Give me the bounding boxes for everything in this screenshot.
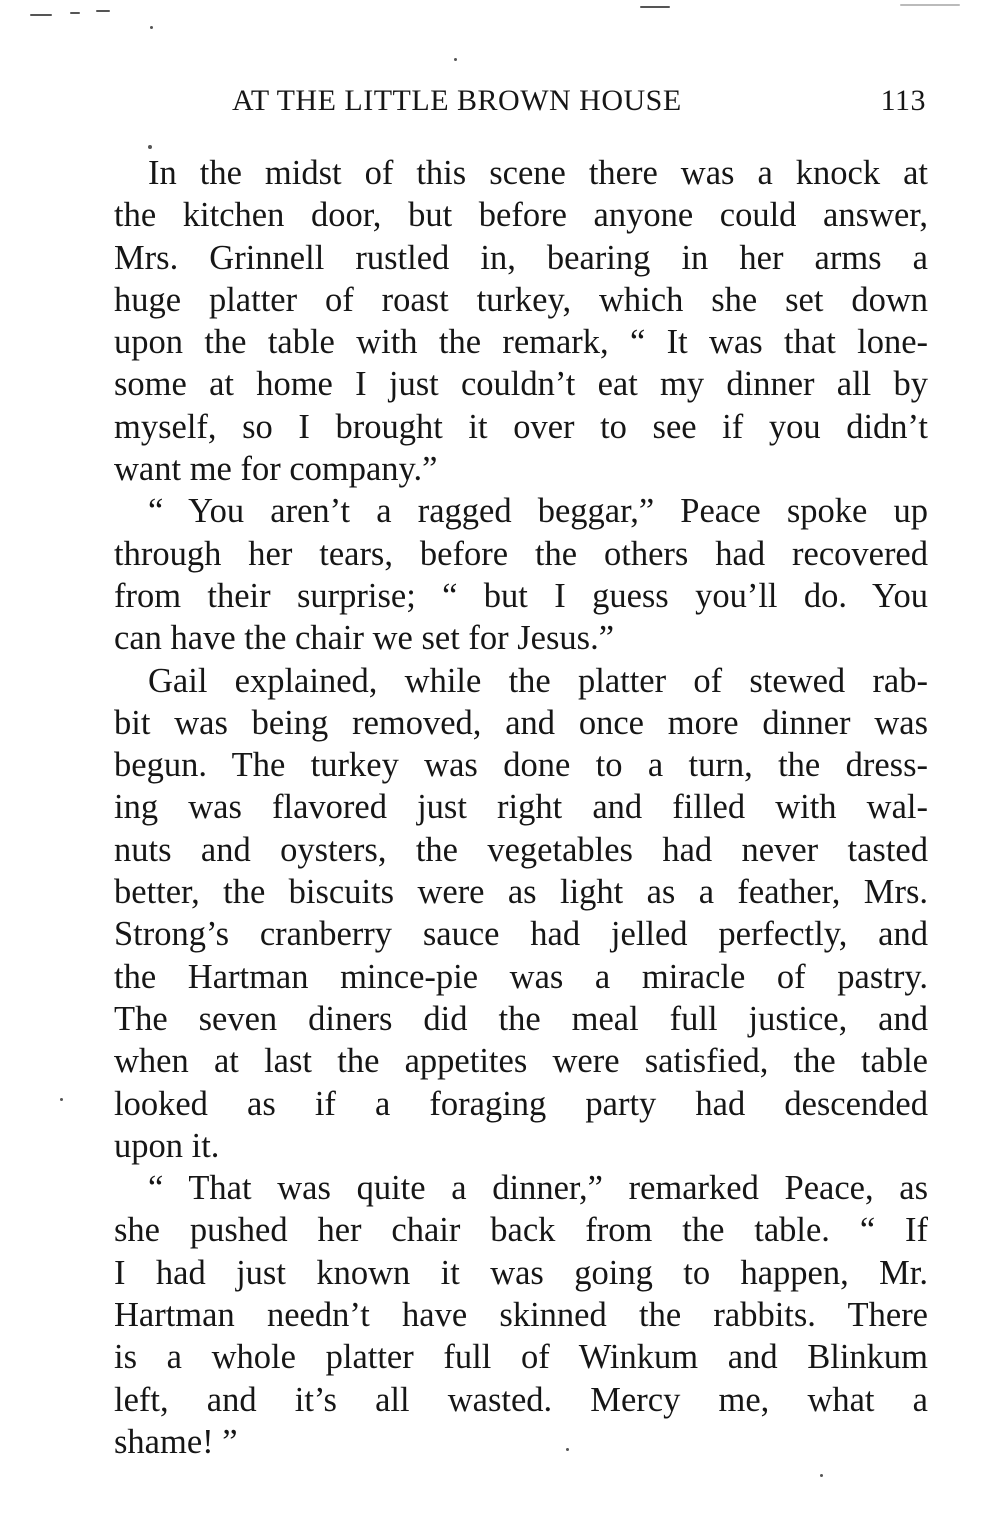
- text-line: upon the table with the remark, “ It was that lone-: [114, 323, 928, 362]
- text-line: Strong’s cranberry sauce had jelled perfectly, and: [114, 915, 928, 954]
- text-line: is a whole platter full of Winkum and Blinkum: [114, 1338, 928, 1377]
- text-line: the Hartman mince-pie was a miracle of pastry.: [114, 957, 928, 996]
- text-line: I had just known it was going to happen, Mr.: [114, 1253, 928, 1292]
- paragraph: [114, 1167, 928, 1463]
- text-line: Mrs. Grinnell rustled in, bearing in her arms a: [114, 238, 928, 277]
- text-line: left, and it’s all wasted. Mercy me, what a: [114, 1380, 928, 1419]
- paragraph: [114, 152, 928, 490]
- text-line: Hartman needn’t have skinned the rabbits. There: [114, 1296, 928, 1335]
- text-line: huge platter of roast turkey, which she set down: [114, 280, 928, 319]
- text-line: ing was flavored just right and filled with wal-: [114, 788, 928, 827]
- text-line: better, the biscuits were as light as a feather, Mrs.: [114, 873, 928, 912]
- running-header: [232, 84, 932, 124]
- text-line: want me for company.”: [114, 450, 438, 489]
- text-line: nuts and oysters, the vegetables had never tasted: [114, 830, 928, 869]
- text-line: “ That was quite a dinner,” remarked Peace, as: [148, 1169, 928, 1208]
- text-line: when at last the appetites were satisfied, the table: [114, 1042, 928, 1081]
- text-line: some at home I just couldn’t eat my dinner all by: [114, 365, 928, 404]
- text-line: upon it.: [114, 1126, 220, 1165]
- text-line: she pushed her chair back from the table. “ If: [114, 1211, 928, 1250]
- text-line: begun. The turkey was done to a turn, the dress-: [114, 746, 928, 785]
- text-line: the kitchen door, but before anyone could answer,: [114, 196, 928, 235]
- text-line: “ You aren’t a ragged beggar,” Peace spoke up: [148, 492, 928, 531]
- text-line: Gail explained, while the platter of stewed rab-: [148, 661, 928, 700]
- text-line: looked as if a foraging party had descended: [114, 1084, 928, 1123]
- text-line: shame! ”: [114, 1422, 238, 1461]
- text-line: can have the chair we set for Jesus.”: [114, 619, 615, 658]
- running-title: AT THE LITTLE BROWN HOUSE: [232, 84, 682, 117]
- paragraph: [114, 490, 928, 659]
- page-body: [114, 152, 928, 1463]
- page-number: 113: [880, 84, 926, 117]
- text-line: The seven diners did the meal full justice, and: [114, 999, 928, 1038]
- text-line: through her tears, before the others had recovered: [114, 534, 928, 573]
- text-line: bit was being removed, and once more dinner was: [114, 703, 928, 742]
- text-line: myself, so I brought it over to see if you didn’t: [114, 407, 928, 446]
- paragraph: [114, 660, 928, 1168]
- text-line: In the midst of this scene there was a knock at: [148, 154, 928, 192]
- text-line: from their surprise; “ but I guess you’ll do. You: [114, 576, 928, 615]
